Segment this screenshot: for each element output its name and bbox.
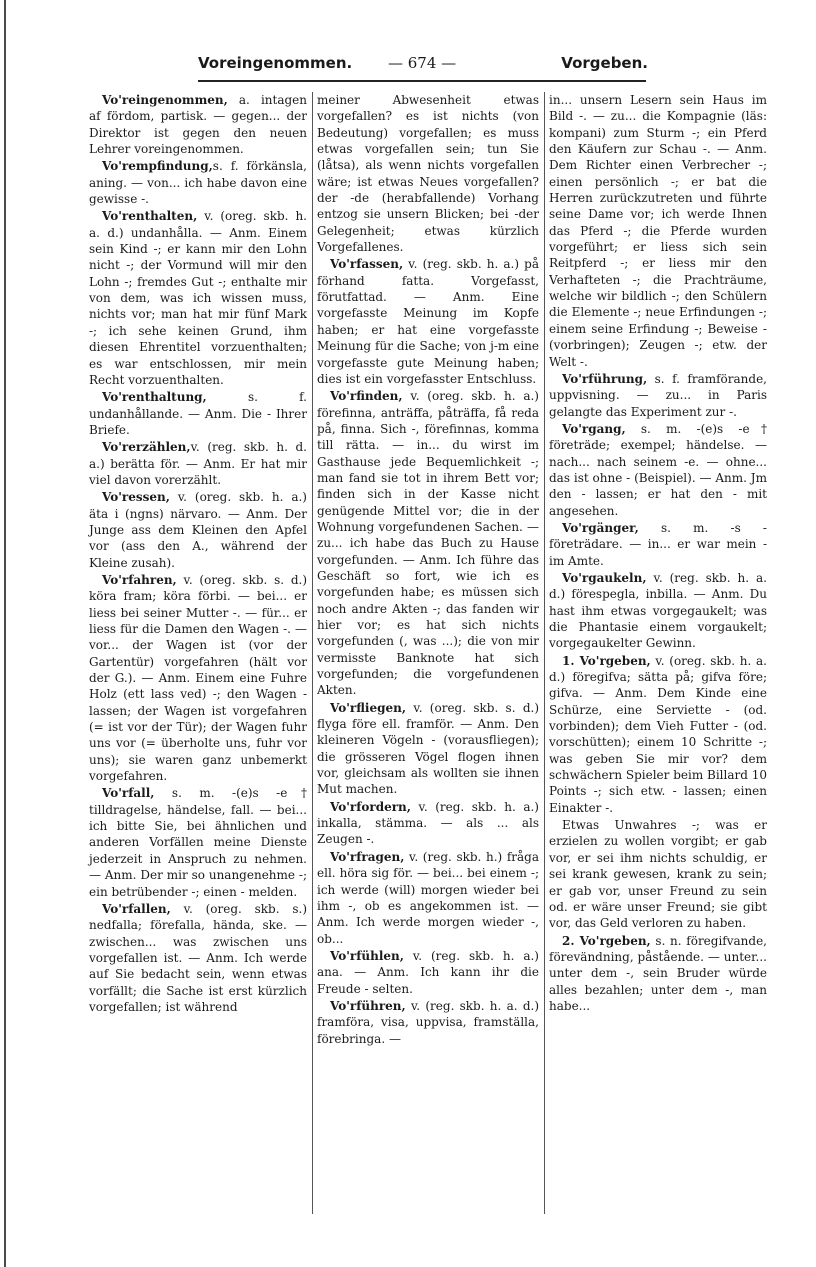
headword: Vo'rfassen,	[330, 257, 404, 272]
headword: Vo'rfinden,	[330, 389, 403, 404]
headword: Vo'rführen,	[330, 998, 406, 1013]
entry-text: v. (oreg. skb. h. a. d.) undanhålla. — Anm. Einem sein Kind -; er kann mir den Lohn nicht -; der Vormund will mir den Lohn -; fremdes Gut -; enthalte mir von dem, was ich wissen muss, nichts vor; man hat mir fünf Mark -; ich sehe keinen Grund, ihm diesen Ehrentitel vorzuenthalten; es war entschlossen, mir mein Recht vorzuenthalten.	[89, 209, 307, 387]
dictionary-entry	[89, 785, 307, 899]
entry-text: Etwas Unwahres -; was er erzielen zu wollen vorgibt; er gab vor, er sei ihm nichts schuldig, er sei krank gewesen, krank zu sein; er gab vor, unser Freund zu sein od. er wäre unser Freund; sie gibt vor, das Geld verloren zu haben.	[549, 818, 767, 931]
headword: Vo'rgang,	[562, 421, 626, 436]
dictionary-entry	[89, 901, 307, 1015]
entry-text: v. (oreg. skb. h. a. d.) föregifva; sätta på; gifva före; gifva. — Anm. Dem Kinde eine Schürze, eine Serviette - (od. vorbinden); dem Vieh Futter - (od. vorschütten); einem 10 Schritte -; was geben Sie mir vor? dem schwächern Spieler beim Billard 10 Points -; sich etw. - lassen; einen Einakter -.	[549, 653, 767, 815]
column-divider	[312, 92, 313, 1214]
entry-text: s. m. -s - företrädare. — in... er war mein - im Amte.	[549, 520, 767, 568]
entry-text: v. (reg. skb. h. a.) inkalla, stämma. — als ... als Zeugen -.	[317, 799, 539, 847]
dictionary-entry	[317, 948, 539, 997]
entry-text: v. (reg. skb. h. d. a.) berätta för. — Anm. Er hat mir viel davon vorerzählt.	[89, 440, 307, 487]
dictionary-entry	[89, 92, 307, 157]
dictionary-entry	[549, 371, 767, 420]
dictionary-entry	[317, 998, 539, 1047]
headword: 2. Vo'rgeben,	[562, 933, 651, 948]
dictionary-entry	[89, 489, 307, 571]
dictionary-entry	[549, 520, 767, 569]
dictionary-entry	[317, 700, 539, 798]
dictionary-entry	[549, 570, 767, 652]
dictionary-entry	[89, 158, 307, 207]
running-header	[198, 54, 648, 80]
entry-text: s. n. föregifvande, förevändning, påstående. — unter... unter dem -, sein Bruder würde alles bezahlen; unter dem -, man habe...	[549, 933, 767, 1013]
entry-text: s. f. förkänsla, aning. — von... ich habe davon eine gewisse -.	[89, 159, 307, 207]
dictionary-entry-continuation	[549, 92, 767, 370]
entry-text: s. f. framförande, uppvisning. — zu... in Paris gelangte das Experiment zur -.	[549, 371, 767, 419]
dictionary-entry-continuation	[317, 92, 539, 255]
entry-text: s. m. -(e)s -e† tilldragelse, händelse, fall. — bei... ich bitte Sie, bei ähnlichen und anderen Vorfällen meine Dienste jederzeit in Anspruch zu nehmen. — Anm. Der mir so unangenehme -; ein betrübender -; einen - melden.	[89, 786, 307, 899]
headword: Vo'rgänger,	[562, 520, 639, 535]
page-number: — 674 —	[388, 54, 457, 72]
headword: Vo'rerzählen,	[102, 440, 191, 455]
headword: Vo'rfordern,	[330, 799, 411, 814]
headword: 1. Vo'rgeben,	[562, 653, 651, 668]
headword: Vo'rfragen,	[330, 849, 405, 864]
header-rule	[198, 80, 646, 82]
headword: Vo'rempfindung,	[102, 159, 213, 174]
entry-text: v. (oreg. skb. h. a.) äta i (ngns) närvaro. — Anm. Der Junge ass dem Kleinen den Apfel vor (ass den A., während der Kleine zusah).	[89, 490, 307, 570]
dictionary-entry	[549, 653, 767, 816]
dictionary-entry	[89, 572, 307, 784]
dictionary-entry	[549, 421, 767, 519]
column-divider	[544, 92, 545, 1214]
dictionary-entry	[317, 799, 539, 848]
entry-text: s. f. undanhållande. — Anm. Die - Ihrer Briefe.	[89, 390, 307, 437]
entry-text: s. m. -(e)s -e† företräde; exempel; händelse. — nach... nach seinem -e. — ohne... das ist ohne - (Beispiel). — Anm. Jm den - lassen; er hat den - mit angesehen.	[549, 421, 767, 518]
column-3	[549, 92, 767, 1014]
dictionary-entry	[317, 388, 539, 699]
entry-text: v. (oreg. skb. s. d.) köra fram; köra förbi. — bei... er liess bei seiner Mutter -. — für... er liess für die Damen den Wagen -. — vor... der Wagen ist (vor der Gartentür) vorgefahren (hält vor der G.). — Anm. Einem eine Fuhre Holz (ett lass ved) -; den Wagen - lassen; der Wagen ist vorgefahren (= ist vor der Tür); der Wagen fuhr uns vor (= überholte uns, fuhr vor uns); sie waren ganz unbemerkt vorgefahren.	[89, 572, 307, 784]
headword: Vo'renthaltung,	[102, 390, 207, 405]
headword: Vo'rgaukeln,	[562, 570, 647, 585]
header-right-keyword: Vorgeben.	[561, 54, 648, 72]
entry-text: v. (oreg. skb. s.) nedfalla; förefalla, hända, ske. — zwischen... was zwischen uns vorgefallen ist. — Anm. Ich werde auf Sie bedacht sein, wenn etwas vorfällt; die Sache ist erst kürzlich vorgefallen; ist während	[89, 901, 307, 1014]
headword: Vo'ressen,	[102, 490, 170, 505]
column-1	[89, 92, 307, 1015]
dictionary-entry	[317, 849, 539, 947]
headword: Vo'rfahren,	[102, 572, 177, 587]
headword: Vo'rfühlen,	[330, 948, 404, 963]
headword: Vo'renthalten,	[102, 209, 198, 224]
entry-text: v. (reg. skb. h.) fråga ell. höra sig för. — bei... bei einem -; ich werde (will) morgen wieder bei ihm -, ob es angekommen ist. — Anm. Ich werde morgen wieder -, ob...	[317, 849, 539, 946]
entry-text: a. intagen af fördom, partisk. — gegen... der Direktor ist gegen den neuen Lehrer voreingenommen.	[89, 93, 307, 157]
dictionary-entry	[317, 256, 539, 387]
headword: Vo'reingenommen,	[102, 93, 228, 107]
dictionary-entry	[549, 933, 767, 1015]
page-edge	[4, 0, 6, 1267]
dictionary-entry	[89, 208, 307, 388]
entry-text: v. (oreg. skb. s. d.) flyga före ell. framför. — Anm. Den kleineren Vögeln - (vorausfliegen); die grösseren Vögel flogen ihnen vor, gleichsam als wollten sie ihnen Mut machen.	[317, 700, 539, 797]
entry-text: v. (reg. skb. h. a. d.) förespegla, inbilla. — Anm. Du hast ihm etwas vorgegaukelt; was die Phantasie einem vorgaukelt; vorgegaukelter Gewinn.	[549, 570, 767, 651]
entry-text: meiner Abwesenheit etwas vorgefallen? es ist nichts (von Bedeutung) vorgefallen; es muss etwas vorgefallen sein; tun Sie (låtsa), als wenn nichts vorgefallen wäre; ist etwas Neues vorgefallen? der -de (herabfallende) Vorhang entzog sie unsern Blicken; bei -der Gelegenheit; etwas kürzlich Vorgefallenes.	[317, 93, 539, 255]
dictionary-entry	[89, 439, 307, 488]
entry-text: v. (reg. skb. h. a.) ana. — Anm. Ich kann ihr die Freude - selten.	[317, 948, 539, 996]
entry-text: v. (oreg. skb. h. a.) förefinna, anträffa, påträffa, få reda på, finna. Sich -, förefinnas, komma till rätta. — in... du wirst im Gasthause jede Bequemlichkeit -; man fand sie tot in ihrem Bett vor; finden sich in der Kasse nicht genügende Mittel vor; die in der Wohnung vorgefundenen Sachen. — zu... ich habe das Buch zu Hause vorgefunden. — Anm. Ich führe das Geschäft so fort, wie ich es vorgefunden habe; es müssen sich noch andre Akten -; das fanden wir hier vor; es hat sich nichts vorgefunden (, was ...); die von mir vermisste Banknote hat sich vorgefunden; die vorgefundenen Akten.	[317, 389, 539, 698]
header-left-keyword: Voreingenommen.	[198, 54, 353, 72]
entry-text: in... unsern Lesern sein Haus im Bild -. — zu... die Kompagnie (läs: kompani) zum Sturm -; ein Pferd den Käufern zur Schau -. — Anm. Dem Richter einen Verbrecher -; einen persönlich -; er bat die Herren zurückzutreten und führte seine Dame vor; ich werde Ihnen das Pferd -; die Pferde wurden vorgeführt; er liess sich sein Reitpferd -; er liess mir den Verhafteten -; die Prachträume, welche wir bildlich -; den Schülern die Elemente -; neue Erfindungen -; einem seine Erfindung -; Beweise - (vorbringen); Zeugen -; etw. der Welt -.	[549, 93, 767, 369]
entry-text: v. (reg. skb. h. a.) på förhand fatta. Vorgefasst, förutfattad. — Anm. Eine vorgefasste Meinung im Kopfe haben; er hat eine vorgefasste Meinung für die Sache; von j-m eine vorgefasste gute Meinung haben; dies ist ein vorgefasster Entschluss.	[317, 257, 539, 386]
headword: Vo'rführung,	[562, 371, 648, 386]
headword: Vo'rfliegen,	[330, 700, 407, 715]
headword: Vo'rfall,	[102, 786, 155, 801]
dictionary-entry	[89, 389, 307, 438]
entry-text: v. (reg. skb. h. a. d.) framföra, visa, uppvisa, framställa, förebringa. —	[317, 998, 539, 1046]
headword: Vo'rfallen,	[102, 901, 171, 916]
dictionary-entry	[549, 817, 767, 931]
column-2	[317, 92, 539, 1047]
